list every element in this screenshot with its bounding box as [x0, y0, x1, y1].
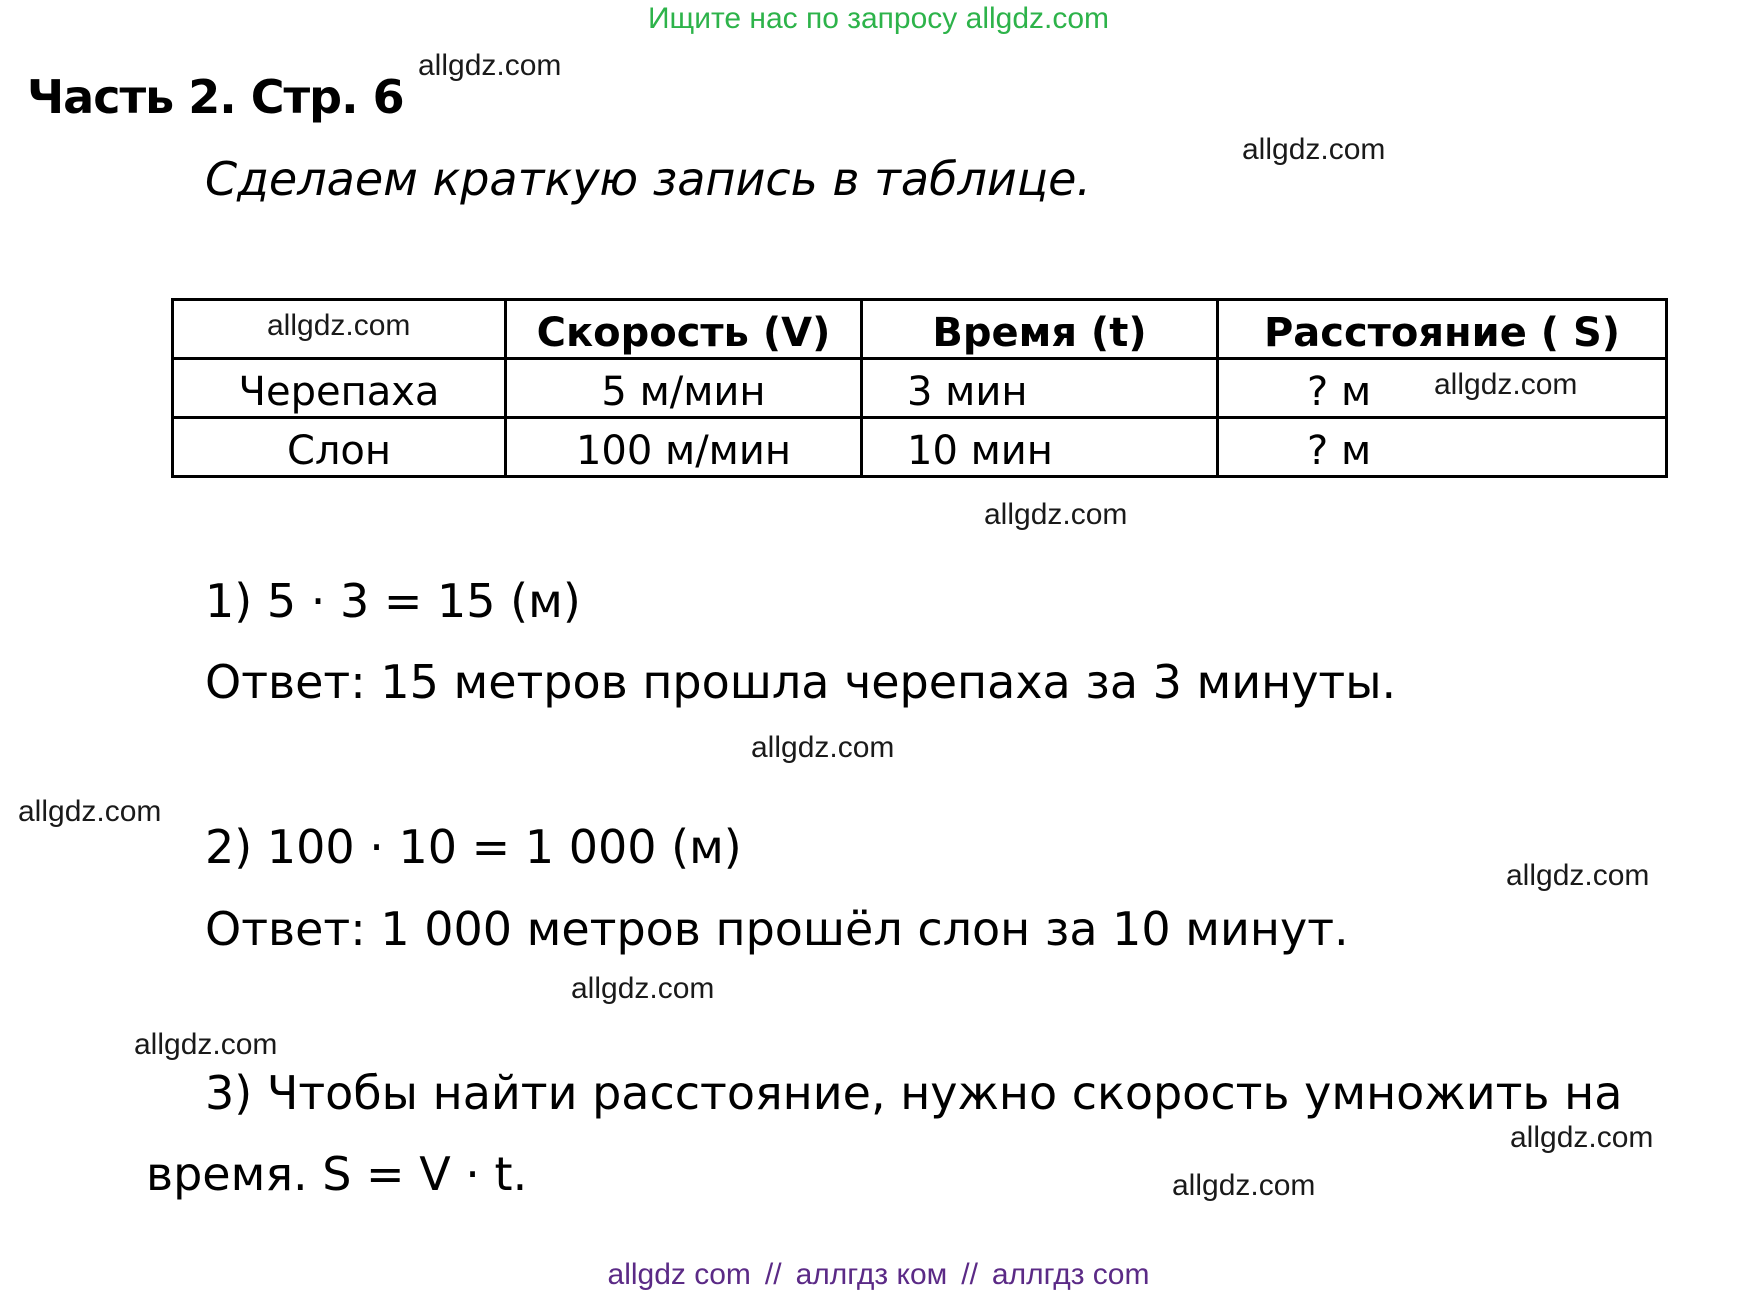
solution-step-3-line-1: 3) Чтобы найти расстояние, нужно скорость умножить на — [205, 1066, 1623, 1120]
watermark: allgdz.com — [751, 731, 895, 764]
table-row — [173, 418, 1667, 477]
table-header-row — [173, 300, 1667, 359]
watermark: allgdz.com — [134, 1028, 278, 1061]
intro-text: Сделаем краткую запись в таблице. — [205, 152, 1092, 206]
footer-link[interactable]: аллгдз com — [991, 1258, 1150, 1291]
solution-step-3-line-2: время. S = V · t. — [146, 1147, 528, 1201]
watermark: allgdz.com — [18, 795, 162, 828]
solution-answer-1: Ответ: 15 метров прошла черепаха за 3 минуты. — [205, 655, 1397, 709]
solution-step-1: 1) 5 · 3 = 15 (м) — [205, 574, 581, 628]
watermark: allgdz.com — [1434, 368, 1578, 401]
row-time-cell: 10 мин — [862, 418, 1218, 477]
row-time-cell: 3 мин — [862, 359, 1218, 418]
watermark: allgdz.com — [1172, 1169, 1316, 1202]
footer-separator: // — [961, 1258, 978, 1291]
data-table — [171, 298, 1668, 478]
solution-answer-2: Ответ: 1 000 метров прошёл слон за 10 минут. — [205, 902, 1349, 956]
row-speed-cell: 100 м/мин — [506, 418, 862, 477]
watermark: allgdz.com — [984, 498, 1128, 531]
solution-step-2: 2) 100 · 10 = 1 000 (м) — [205, 820, 742, 874]
watermark: allgdz.com — [1510, 1121, 1654, 1154]
row-name-cell: Черепаха — [173, 359, 506, 418]
watermark: allgdz.com — [1242, 133, 1386, 166]
header-cell-empty — [173, 300, 506, 359]
watermark: allgdz.com — [1506, 859, 1650, 892]
row-speed-cell: 5 м/мин — [506, 359, 862, 418]
footer-separator: // — [764, 1258, 782, 1291]
footer-links — [0, 1258, 1757, 1292]
page-title: Часть 2. Стр. 6 — [27, 70, 404, 124]
watermark: allgdz.com — [571, 972, 715, 1005]
header-cell-distance: Расстояние ( S) — [1218, 300, 1667, 359]
footer-link[interactable]: аллгдз ком — [795, 1258, 948, 1291]
table-row — [173, 359, 1667, 418]
row-distance-cell: ? м — [1218, 418, 1667, 477]
header-cell-speed: Скорость (V) — [506, 300, 862, 359]
row-distance-cell: ? м allgdz.com — [1218, 359, 1667, 418]
watermark: allgdz.com — [418, 49, 562, 82]
watermark: allgdz.com — [267, 309, 411, 342]
row-name-cell: Слон — [173, 418, 506, 477]
top-banner: Ищите нас по запросу allgdz.com — [647, 2, 1110, 35]
footer-link[interactable]: allgdz com — [607, 1258, 751, 1291]
header-cell-time: Время (t) — [862, 300, 1218, 359]
